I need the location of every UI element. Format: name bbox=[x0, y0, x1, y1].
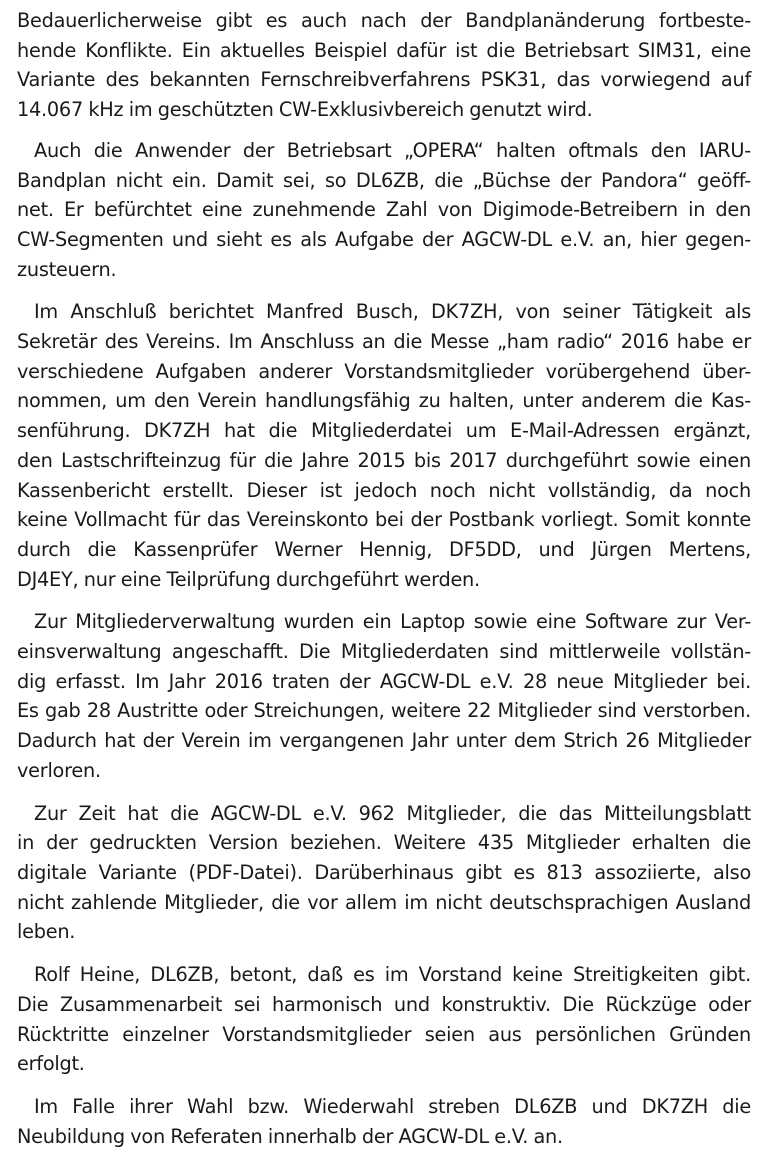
text-line: einsverwaltung angeschafft. Die Mitgliederdaten sind mittlerweile vollstän- bbox=[17, 640, 751, 664]
text-line: Bandplan nicht ein. Damit sei, so DL6ZB, die „Büchse der Pandora“ geöff- bbox=[17, 168, 751, 192]
text-line: verloren. bbox=[17, 758, 101, 782]
text-line: Rücktritte einzelner Vorstandsmitglieder seien aus persönlichen Gründen bbox=[17, 1022, 751, 1046]
paragraph-opera-mode bbox=[17, 136, 751, 285]
text-line: Es gab 28 Austritte oder Streichungen, weitere 22 Mitglieder sind verstorben. bbox=[17, 699, 751, 723]
text-line: Im Falle ihrer Wahl bzw. Wiederwahl streben DL6ZB und DK7ZH die bbox=[34, 1094, 751, 1118]
text-line: zusteuern. bbox=[17, 257, 117, 281]
text-line: nicht zahlende Mitglieder, die vor allem im nicht deutschsprachigen Ausland bbox=[17, 890, 751, 914]
text-line: Neubildung von Referaten innerhalb der AGCW-DL e.V. an. bbox=[17, 1124, 563, 1148]
text-line: nommen, um den Verein handlungsfähig zu halten, unter anderem die Kas- bbox=[17, 389, 751, 413]
text-line: in der gedruckten Version beziehen. Weitere 435 Mitglieder erhalten die bbox=[17, 831, 751, 855]
text-line: Sekretär des Vereins. Im Anschluss an die Messe „ham radio“ 2016 habe er bbox=[17, 330, 751, 354]
text-line: den Lastschrifteinzug für die Jahre 2015 bis 2017 durchgeführt sowie einen bbox=[17, 448, 751, 472]
text-line: Zur Zeit hat die AGCW-DL e.V. 962 Mitglieder, die das Mitteilungsblatt bbox=[34, 801, 751, 825]
text-line: Im Anschluß berichtet Manfred Busch, DK7ZH, von seiner Tätigkeit als bbox=[34, 300, 751, 324]
paragraph-new-departments bbox=[17, 1092, 751, 1151]
text-line: erfolgt. bbox=[17, 1052, 85, 1076]
paragraph-member-count bbox=[17, 799, 751, 948]
text-line: leben. bbox=[17, 920, 76, 944]
text-line: Bedauerlicherweise gibt es auch nach der Bandplanänderung fortbeste- bbox=[17, 9, 751, 32]
text-line: digitale Variante (PDF-Datei). Darüberhinaus gibt es 813 assoziierte, also bbox=[17, 860, 751, 884]
paragraph-member-administration bbox=[17, 607, 751, 785]
text-line: dig erfasst. Im Jahr 2016 traten der AGCW-DL e.V. 28 neue Mitglieder bei. bbox=[17, 669, 751, 693]
text-line: net. Er befürchtet eine zunehmende Zahl von Digimode-Betreibern in den bbox=[17, 198, 751, 222]
text-line: Kassenbericht erstellt. Dieser ist jedoch noch nicht vollständig, da noch bbox=[17, 478, 751, 502]
text-line: verschiedene Aufgaben anderer Vorstandsmitglieder vorübergehend über- bbox=[17, 359, 751, 383]
text-line: DJ4EY, nur eine Teilprüfung durchgeführt werden. bbox=[17, 567, 480, 591]
text-line: Auch die Anwender der Betriebsart „OPERA“ halten oftmals den IARU- bbox=[34, 138, 751, 162]
text-line: CW-Segmenten und sieht es als Aufgabe der AGCW-DL e.V. an, hier gegen- bbox=[17, 227, 751, 251]
text-line: Zur Mitgliederverwaltung wurden ein Laptop sowie eine Software zur Ver- bbox=[34, 610, 751, 634]
text-line: keine Vollmacht für das Vereinskonto bei der Postbank vorliegt. Somit konnte bbox=[17, 508, 751, 532]
text-line: Variante des bekannten Fernschreibverfahrens PSK31, das vorwiegend auf bbox=[17, 68, 751, 92]
paragraph-board-harmony bbox=[17, 960, 751, 1079]
text-line: hende Konflikte. Ein aktuelles Beispiel dafür ist die Betriebsart SIM31, eine bbox=[17, 38, 751, 62]
text-line: durch die Kassenprüfer Werner Hennig, DF5DD, und Jürgen Mertens, bbox=[17, 537, 751, 561]
text-line: Die Zusammenarbeit sei harmonisch und konstruktiv. Die Rückzüge oder bbox=[17, 992, 751, 1016]
paragraph-secretary-report bbox=[17, 297, 751, 594]
paragraph-bandplan-conflicts bbox=[17, 6, 751, 125]
text-line: Rolf Heine, DL6ZB, betont, daß es im Vorstand keine Streitigkeiten gibt. bbox=[34, 963, 751, 987]
text-line: senführung. DK7ZH hat die Mitgliederdatei um E-Mail-Adressen ergänzt, bbox=[17, 419, 751, 443]
text-line: 14.067 kHz im geschützten CW-Exklusivbereich genutzt wird. bbox=[17, 98, 593, 122]
text-line: Dadurch hat der Verein im vergangenen Jahr unter dem Strich 26 Mitglieder bbox=[17, 729, 751, 753]
document-page bbox=[17, 6, 751, 1151]
